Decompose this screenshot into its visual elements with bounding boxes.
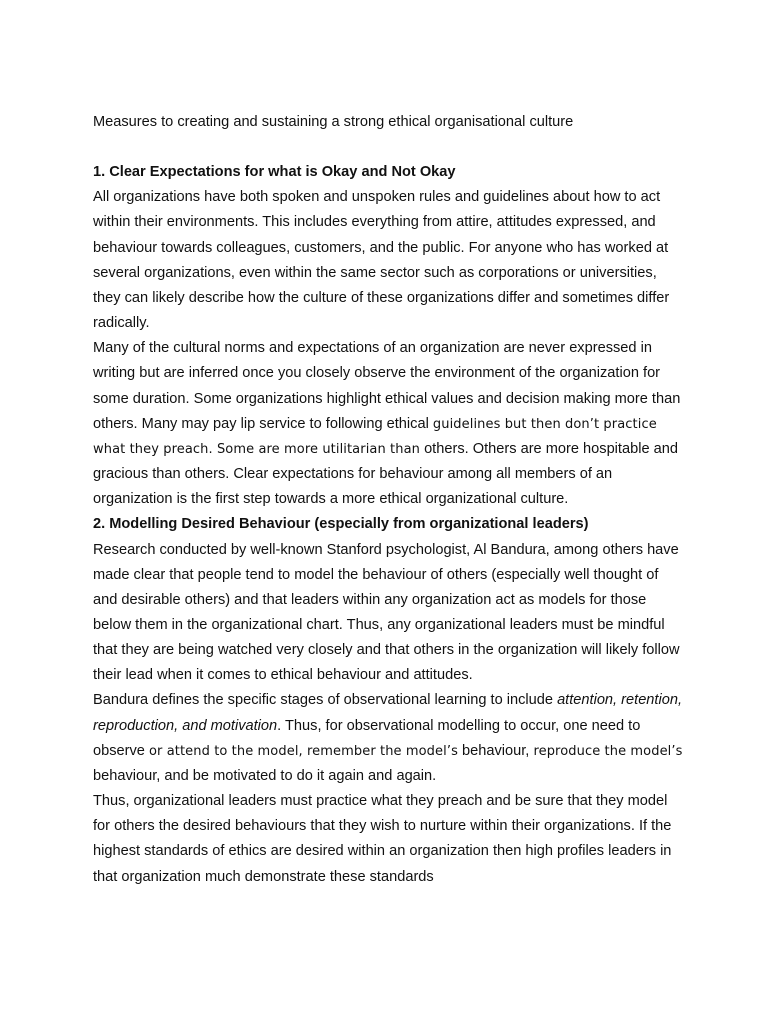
section-1-paragraph-1: All organizations have both spoken and unspoken rules and guidelines about how to act within their environments. This includes everything from attire, attitudes expressed, and behaviour towards colleagues, customers, and the public. For anyone who has worked at several organizations, even within the same sector such as corporations or universities, they can likely describe how the culture of these organizations differ and sometimes differ radically. [93,189,670,332]
section-2-paragraph-2 [93,688,683,789]
section-2-paragraph-1: Research conducted by well-known Stanford psychologist, Al Bandura, among others have made clear that people tend to model the behaviour of others (especially well thought of and desirable others) and that leaders within any organization act as models for those below them in the organizational chart. Thus, any organizational leaders must be mindful that they are being watched very closely and that others in the organization will likely follow their lead when it comes to ethical behaviour and attitudes. [93,541,680,684]
section-2-heading: 2. Modelling Desired Behaviour (especially from organizational leaders) [93,516,589,533]
section-2-paragraph-2-after: . Thus, for observational modelling to occur, one need to observe [93,717,641,759]
section-2-paragraph-2-lead: Bandura defines the specific stages of observational learning to include [93,692,553,709]
section-2-paragraph-2-mid: behaviour, [462,742,530,759]
section-1-paragraph-2-text-b: guidelines but then don’t practice what they preach. Some are more utilitarian than [93,416,657,457]
section-2-paragraph-3: Thus, organizational leaders must practice what they preach and be sure that they model for others the desired behaviours that they wish to nurture within their organizations. If the highest standards of ethics are desired within an organization then high profiles leaders in that organization much demonstrate these standards [93,793,672,885]
section-2-paragraph-2-alt-2: reproduce the model’s [533,743,683,759]
section-1-paragraph-2-text-c: others. Others are more hospitable and gracious than others. Clear expectations for behaviour among all members of an organization is the first step towards a more ethical organizational culture. [93,440,678,508]
section-1-paragraph-2 [93,336,683,512]
section-1-paragraph-2-text-a: Many of the cultural norms and expectations of an organization are never expressed in writing but are inferred once you closely observe the environment of the organization for some duration. Some organizations highlight ethical values and decision making more than others. Many may pay lip service to following ethical [93,340,681,432]
section-1-heading: 1. Clear Expectations for what is Okay and Not Okay [93,164,456,181]
section-2-paragraph-2-italic: attention, retention, reproduction, and motivation [93,692,683,734]
document-page [93,110,683,890]
section-2-paragraph-2-end: behaviour, and be motivated to do it again and again. [93,767,437,784]
document-title: Measures to creating and sustaining a strong ethical organisational culture [93,114,574,130]
section-2-paragraph-2-alt-1: or attend to the model, remember the model’s [148,743,458,759]
